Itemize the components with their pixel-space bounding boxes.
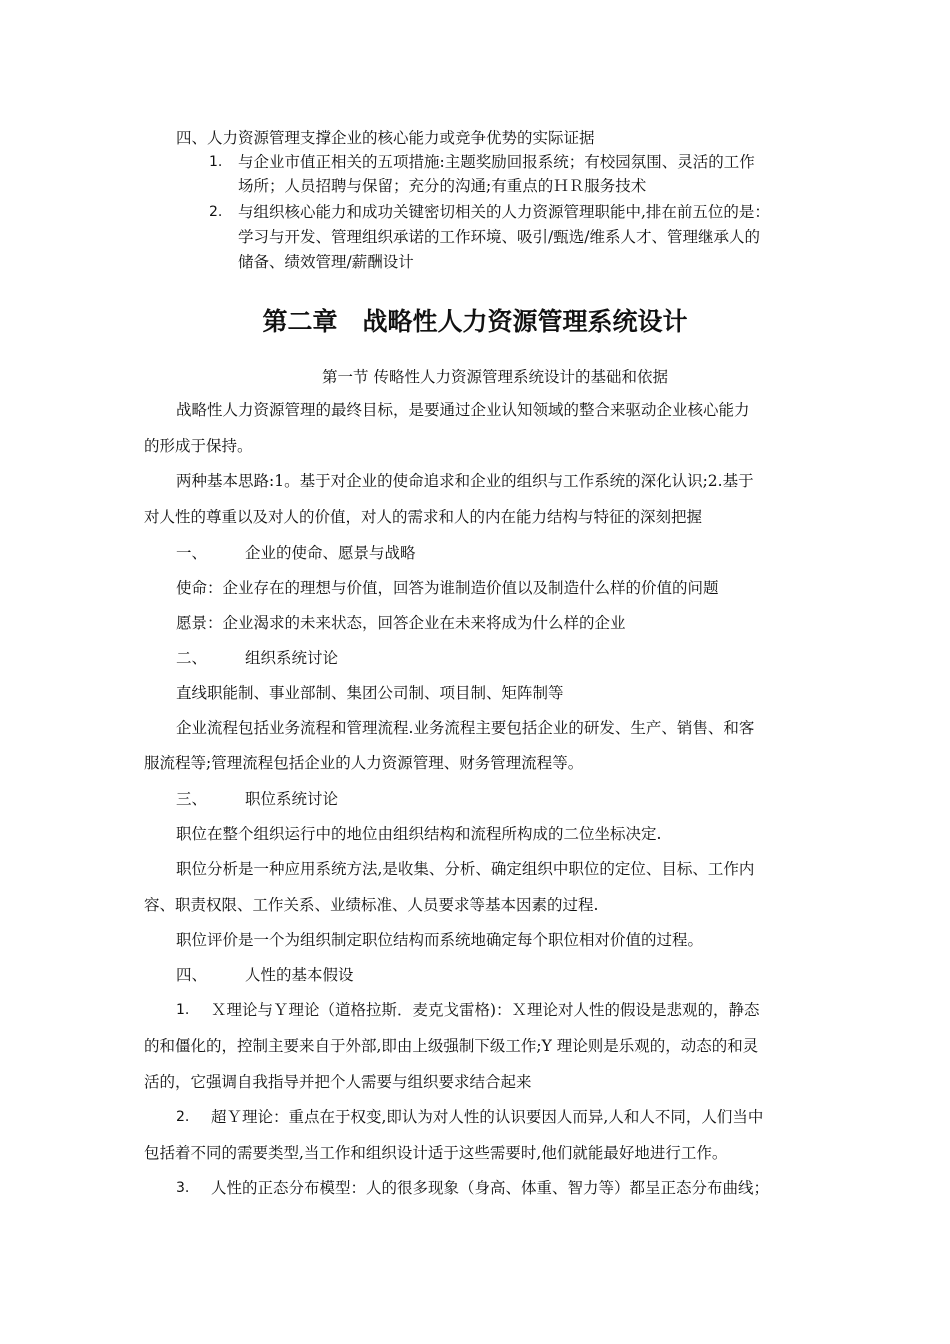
paragraph-line: 职位在整个组织运行中的地位由组织结构和流程所构成的二位坐标决定. (176, 825, 662, 843)
paragraph-line: 战略性人力资源管理的最终目标，是要通过企业认知领域的整合来驱动企业核心能力 (176, 401, 750, 419)
list-item-line: 与组织核心能力和成功关键密切相关的人力资源管理职能中,排在前五位的是： (238, 203, 770, 221)
list-number: 1. (176, 1002, 190, 1018)
paragraph-line: 愿景：企业渴求的未来状态，回答企业在未来将成为什么样的企业 (176, 614, 626, 632)
paragraph-line: 使命：企业存在的理想与价值，回答为谁制造价值以及制造什么样的价值的问题 (176, 579, 719, 597)
section-title: 第一节 传略性人力资源管理系统设计的基础和依据 (322, 368, 668, 386)
list-item-line: 与企业市值正相关的五项措施:主题奖励回报系统；有校园氛围、灵活的工作 (238, 153, 755, 171)
list-item-line: 场所；人员招聘与保留；充分的沟通;有重点的ＨＲ服务技术 (238, 177, 647, 195)
paragraph-line: 人性的正态分布模型：人的很多现象（身高、体重、智力等）都呈正态分布曲线； (211, 1179, 770, 1197)
paragraph-line: Ｘ理论与Ｙ理论（道格拉斯．麦克戈雷格)：Ｘ理论对人性的假设是悲观的，静态 (211, 1001, 760, 1019)
paragraph-line: 直线职能制、事业部制、集团公司制、项目制、矩阵制等 (176, 684, 564, 702)
paragraph-line: 两种基本思路:1。基于对企业的使命追求和企业的组织与工作系统的深化认识;2.基于 (176, 472, 754, 490)
subheading: 人性的基本假设 (245, 966, 354, 984)
paragraph-line: 职位分析是一种应用系统方法,是收集、分析、确定组织中职位的定位、目标、工作内 (176, 860, 755, 878)
subheading: 企业的使命、愿景与战略 (245, 544, 416, 562)
heading-number: 三、 (176, 790, 208, 808)
heading-number: 四、 (176, 966, 208, 984)
list-number: 2. (176, 1109, 190, 1125)
paragraph-line: 的形成于保持。 (144, 437, 253, 455)
heading-number: 一、 (176, 544, 208, 562)
paragraph-line: 职位评价是一个为组织制定职位结构而系统地确定每个职位相对价值的过程。 (176, 931, 704, 949)
paragraph-line: 包括着不同的需要类型,当工作和组织设计适于这些需要时,他们就能最好地进行工作。 (144, 1144, 728, 1162)
list-number: 2. (209, 204, 223, 220)
list-number: 1. (209, 154, 223, 170)
subheading: 职位系统讨论 (245, 790, 339, 808)
list-item-line: 学习与开发、管理组织承诺的工作环境、吸引/甄选/维系人才、管理继承人的 (238, 228, 760, 246)
subheading: 组织系统讨论 (245, 649, 339, 667)
paragraph-line: 的和僵化的，控制主要来自于外部,即由上级强制下级工作;Y 理论则是乐观的，动态的和灵 (144, 1037, 759, 1055)
list-number: 3. (176, 1180, 190, 1196)
paragraph-line: 容、职责权限、工作关系、业绩标准、人员要求等基本因素的过程. (144, 896, 599, 914)
paragraph-line: 对人性的尊重以及对人的价值，对人的需求和人的内在能力结构与特征的深刻把握 (144, 508, 703, 526)
paragraph-line: 超Ｙ理论：重点在于权变,即认为对人性的认识要因人而异,人和人不同，人们当中 (211, 1108, 764, 1126)
section-heading: 四、人力资源管理支撑企业的核心能力或竞争优势的实际证据 (176, 129, 595, 147)
paragraph-line: 企业流程包括业务流程和管理流程.业务流程主要包括企业的研发、生产、销售、和客 (176, 719, 755, 737)
heading-number: 二、 (176, 649, 208, 667)
paragraph-line: 活的，它强调自我指导并把个人需要与组织要求结合起来 (144, 1073, 532, 1091)
chapter-title: 第二章 战略性人力资源管理系统设计 (262, 307, 688, 336)
list-item-line: 储备、绩效管理/薪酬设计 (238, 253, 414, 271)
paragraph-line: 服流程等;管理流程包括企业的人力资源管理、财务管理流程等。 (144, 754, 584, 772)
